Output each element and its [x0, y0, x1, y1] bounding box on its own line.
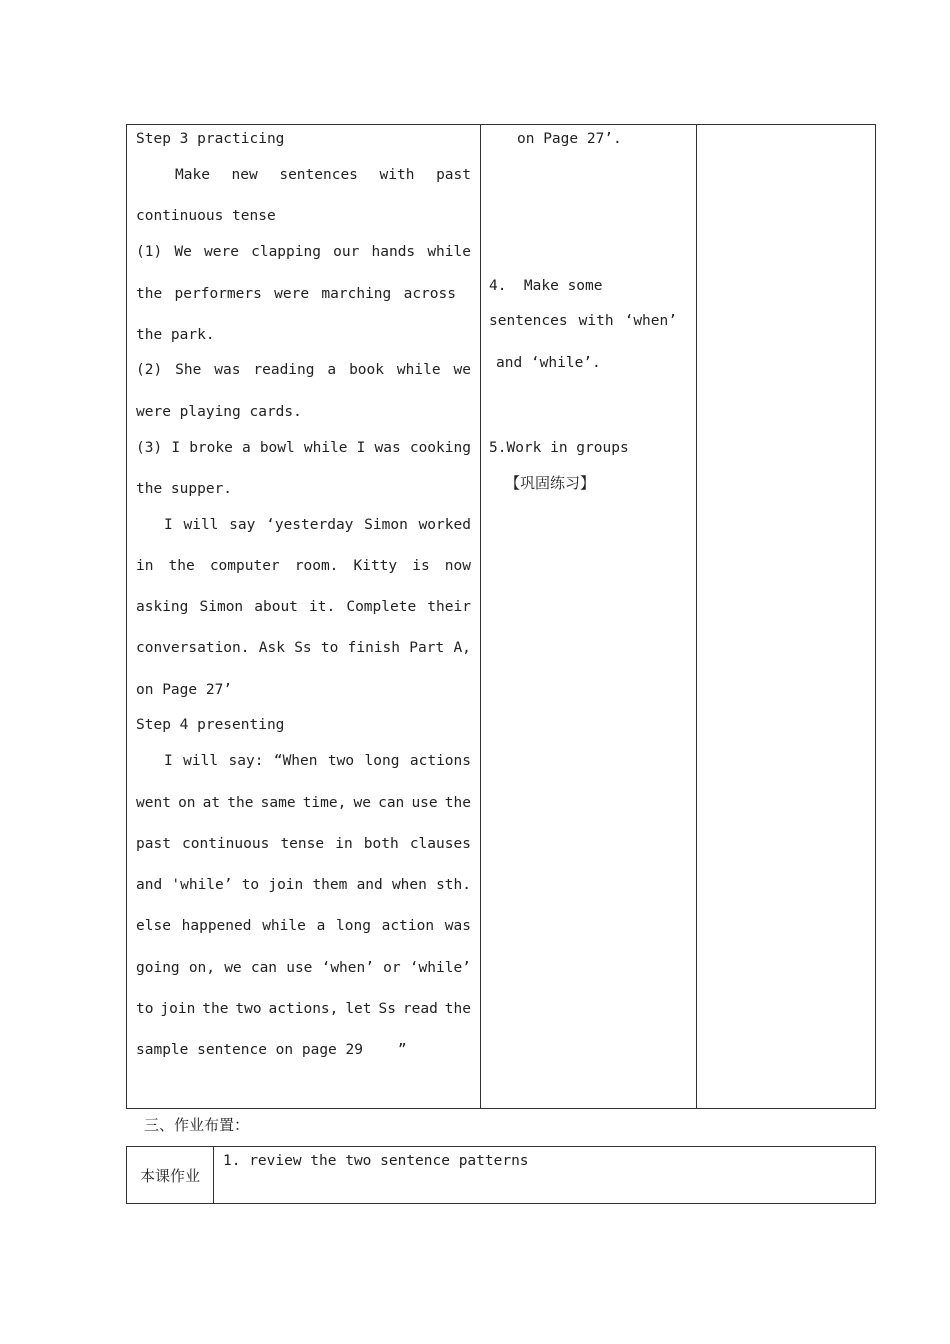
word: at — [202, 795, 221, 811]
word: across — [403, 286, 456, 302]
make-new-line2: continuous tense — [136, 208, 276, 224]
present-line2 — [136, 794, 471, 812]
word: computer — [209, 558, 280, 574]
word: hands — [371, 244, 416, 260]
word: on, — [188, 960, 216, 976]
word: We — [174, 244, 192, 260]
word: their — [427, 599, 471, 615]
word: long — [364, 753, 400, 769]
example-1-line3: the park. — [136, 327, 215, 343]
word: broke — [189, 440, 233, 456]
word: can — [378, 795, 405, 811]
word: cooking — [409, 440, 471, 456]
item5-line: 5.Work in groups — [489, 440, 629, 456]
word: or — [383, 960, 401, 976]
word: will — [183, 753, 219, 769]
word: actions — [409, 753, 471, 769]
word: going — [136, 960, 180, 976]
word: with — [379, 167, 415, 183]
word: the — [168, 558, 195, 574]
word: and — [136, 877, 163, 893]
word: while — [427, 244, 471, 260]
present-line6 — [136, 959, 471, 977]
step3-title: Step 3 practicing — [136, 131, 285, 147]
word: and — [356, 877, 383, 893]
word: while — [262, 918, 306, 934]
word: performers — [174, 286, 262, 302]
word: clapping — [251, 244, 321, 260]
word: a — [327, 362, 337, 378]
word: clauses — [409, 836, 471, 852]
item4-line1: 4. Make some — [489, 278, 603, 294]
teacher-activity-column — [127, 125, 481, 1108]
word: new — [231, 167, 258, 183]
word: to — [320, 640, 339, 656]
word: 'while’ — [171, 877, 233, 893]
word: continuous — [182, 836, 270, 852]
lesson-steps-table — [126, 124, 876, 1109]
word: (3) — [136, 440, 163, 456]
present-line4 — [136, 876, 471, 894]
word: it. — [309, 599, 336, 615]
word: Make — [175, 167, 210, 183]
word: read — [402, 1001, 438, 1017]
word: we — [353, 795, 371, 811]
say-line2 — [136, 557, 471, 575]
word: the — [444, 795, 471, 811]
word: a — [241, 440, 251, 456]
word: now — [444, 558, 471, 574]
word: (2) — [136, 362, 163, 378]
present-line7 — [136, 1000, 471, 1018]
word: Ss — [294, 640, 312, 656]
word: book — [349, 362, 384, 378]
word: were — [204, 244, 239, 260]
word: actions, — [268, 1001, 339, 1017]
word: the — [202, 1001, 229, 1017]
item4-line2 — [489, 312, 677, 330]
say-line5: on Page 27’ — [136, 682, 233, 698]
word: the — [444, 1001, 471, 1017]
homework-label: 本课作业 — [127, 1147, 214, 1203]
present-line1 — [164, 752, 471, 770]
word: Ask — [258, 640, 285, 656]
word: Simon — [364, 517, 408, 533]
present-line8: sample sentence on page 29 ” — [136, 1042, 407, 1058]
word: about — [254, 599, 298, 615]
word: finish — [347, 640, 401, 656]
word: I — [171, 440, 181, 456]
word: ‘when’ — [321, 960, 374, 976]
word: is — [412, 558, 430, 574]
word: can — [250, 960, 278, 976]
example-3-line1 — [136, 439, 471, 457]
word: was — [214, 362, 241, 378]
word: action — [381, 918, 435, 934]
word: Simon — [199, 599, 244, 615]
word: Part — [409, 640, 445, 656]
word: join — [268, 877, 304, 893]
word: A, — [453, 640, 471, 656]
word: Ss — [378, 1001, 396, 1017]
item4-line3: and ‘while’. — [496, 355, 601, 371]
say-line4 — [136, 639, 471, 657]
word: to — [136, 1001, 154, 1017]
say-line3 — [136, 598, 471, 616]
example-3-line2: the supper. — [136, 481, 233, 497]
word: in — [335, 836, 353, 852]
word: marching — [321, 286, 392, 302]
word: bowl — [259, 440, 295, 456]
word: went — [136, 795, 171, 811]
word: use — [286, 960, 313, 976]
present-line3 — [136, 835, 471, 853]
example-2-line1 — [136, 361, 471, 379]
word: I — [164, 753, 173, 769]
example-2-line2: were playing cards. — [136, 404, 302, 420]
word: both — [363, 836, 399, 852]
word: on — [178, 795, 196, 811]
word: two — [235, 1001, 262, 1017]
word: we — [224, 960, 242, 976]
word: say — [229, 517, 256, 533]
homework-content: 1. review the two sentence patterns — [223, 1153, 529, 1169]
word: our — [333, 244, 360, 260]
word: was — [374, 440, 401, 456]
word: will — [183, 517, 219, 533]
word: a — [316, 918, 326, 934]
word: use — [411, 795, 438, 811]
homework-section-title: 三、作业布置： — [144, 1116, 250, 1134]
word: She — [175, 362, 202, 378]
practice-label: 【巩固练习】 — [505, 474, 596, 492]
word: I — [356, 440, 366, 456]
homework-table — [126, 1146, 876, 1204]
word: conversation. — [136, 640, 250, 656]
word: room. — [294, 558, 339, 574]
word: I — [164, 517, 173, 533]
word: the — [227, 795, 254, 811]
word: past — [436, 167, 471, 183]
word: in — [136, 558, 154, 574]
word: “When — [273, 753, 318, 769]
word: sth. — [436, 877, 471, 893]
word: ‘when’ — [624, 313, 677, 329]
make-new-line — [175, 166, 471, 184]
present-line5 — [136, 917, 471, 935]
word: sentences — [489, 313, 568, 329]
word: we — [453, 362, 471, 378]
word: let — [345, 1001, 372, 1017]
word: sentences — [279, 167, 358, 183]
word: say: — [228, 753, 264, 769]
step4-title: Step 4 presenting — [136, 717, 285, 733]
word: worked — [418, 517, 471, 533]
word: past — [136, 836, 171, 852]
word: happened — [181, 918, 252, 934]
page-ref-line: on Page 27’. — [517, 131, 622, 147]
word: asking — [136, 599, 189, 615]
word: ‘while’ — [409, 960, 471, 976]
word: time, — [302, 795, 347, 811]
word: two — [327, 753, 355, 769]
word: with — [578, 313, 614, 329]
word: the — [136, 286, 163, 302]
word: them — [312, 877, 348, 893]
word: to — [241, 877, 260, 893]
word: ‘yesterday — [266, 517, 354, 533]
notes-column — [696, 125, 877, 1108]
word: were — [274, 286, 310, 302]
word: (1) — [136, 244, 163, 260]
word: while — [303, 440, 348, 456]
word: long — [336, 918, 371, 934]
student-activity-column — [480, 125, 697, 1108]
word: while — [396, 362, 441, 378]
word: else — [136, 918, 171, 934]
example-1-line2 — [136, 285, 456, 303]
say-line1 — [164, 516, 471, 534]
word: join — [160, 1001, 196, 1017]
word: was — [444, 918, 471, 934]
word: same — [260, 795, 296, 811]
word: Kitty — [353, 558, 398, 574]
word: when — [391, 877, 427, 893]
word: Complete — [346, 599, 417, 615]
example-1-line1 — [136, 243, 471, 261]
word: reading — [253, 362, 315, 378]
word: tense — [280, 836, 325, 852]
